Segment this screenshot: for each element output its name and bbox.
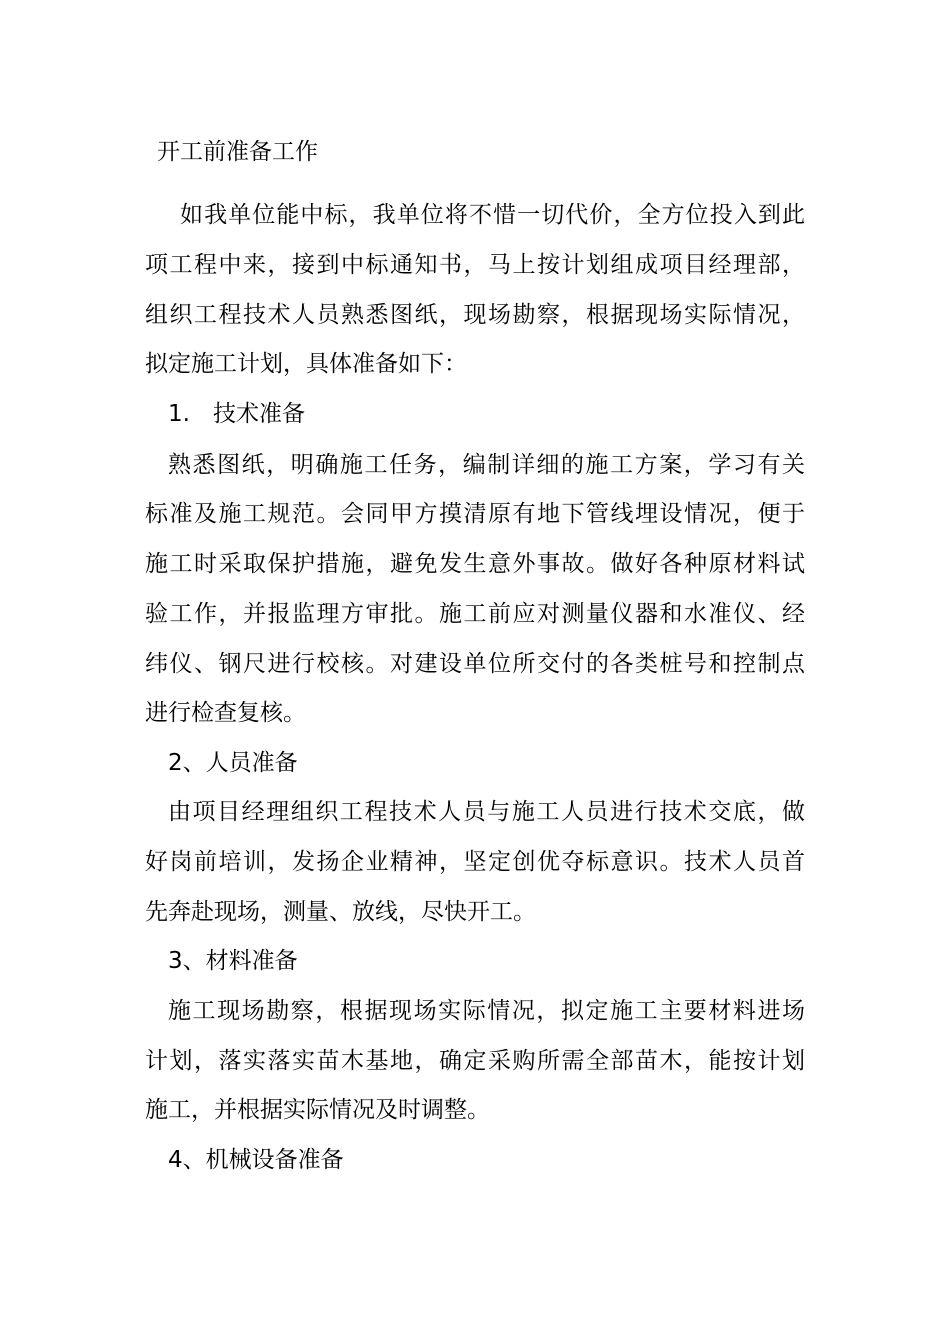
materials-line-1: 施工现场勘察，根据现场实际情况，拟定施工主要材料进场: [168, 998, 805, 1024]
technical-line-3: 施工时采取保护措施，避免发生意外事故。做好各种原材料试: [145, 551, 805, 577]
section-heading-machinery: 4、机械设备准备: [168, 1147, 344, 1173]
personnel-line-3: 先奔赴现场，测量、放线，尽快开工。: [145, 899, 536, 925]
intro-line-4: 拟定施工计划，具体准备如下：: [145, 351, 467, 377]
technical-line-4: 验工作，并报监理方审批。施工前应对测量仪器和水准仪、经: [145, 601, 805, 627]
section-heading-personnel: 2、人员准备: [168, 750, 298, 776]
technical-line-6: 进行检查复核。: [145, 700, 306, 726]
section-heading-materials: 3、材料准备: [168, 948, 298, 974]
technical-line-1: 熟悉图纸，明确施工任务，编制详细的施工方案，学习有关: [168, 452, 805, 478]
section-heading-technical: 1. 技术准备: [168, 401, 305, 427]
personnel-line-2: 好岗前培训，发扬企业精神，坚定创优夺标意识。技术人员首: [145, 849, 805, 875]
intro-line-1: 如我单位能中标，我单位将不惜一切代价，全方位投入到此: [180, 202, 805, 228]
page-title: 开工前准备工作: [157, 139, 318, 165]
technical-line-5: 纬仪、钢尺进行校核。对建设单位所交付的各类桩号和控制点: [145, 651, 805, 677]
intro-line-3: 组织工程技术人员熟悉图纸，现场勘察，根据现场实际情况，: [145, 302, 805, 328]
materials-line-3: 施工，并根据实际情况及时调整。: [145, 1097, 490, 1123]
intro-line-2: 项工程中来，接到中标通知书，马上按计划组成项目经理部，: [145, 252, 805, 278]
technical-line-2: 标准及施工规范。会同甲方摸清原有地下管线埋设情况，便于: [145, 501, 805, 527]
personnel-line-1: 由项目经理组织工程技术人员与施工人员进行技术交底，做: [168, 799, 805, 825]
materials-line-2: 计划，落实落实苗木基地，确定采购所需全部苗木，能按计划: [145, 1048, 805, 1074]
